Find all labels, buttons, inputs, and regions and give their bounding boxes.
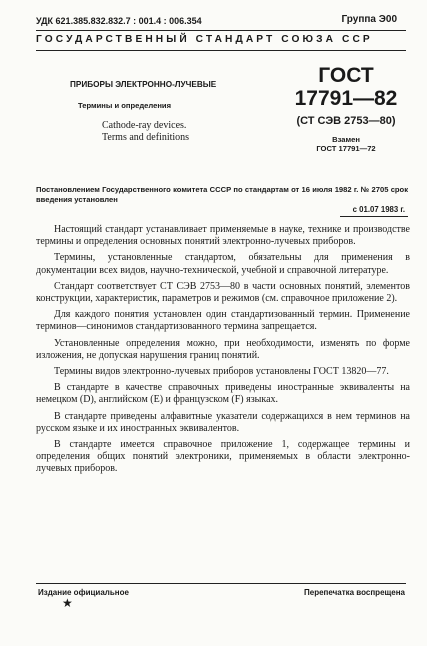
official-edition-label: Издание официальное — [38, 588, 129, 597]
paragraph: В стандарте в качестве справочных приведены иностранные эквиваленты на немецком (D), английском (E) и французском (F) языках. — [36, 382, 410, 406]
paragraph: Для каждого понятия установлен один стандартизованный термин. Применение терминов—синонимов стандартизованного термина запрещается. — [36, 309, 410, 333]
paragraph: Настоящий стандарт устанавливает применяемые в науке, технике и производстве термины и определения основных понятий электронно-лучевых приборов. — [36, 224, 410, 248]
paragraph: Термины, установленные стандартом, обязательны для применения в документации всех видов, научно-технической, учебной и справочной литературе. — [36, 252, 410, 276]
body-text — [36, 224, 410, 480]
gost-word: ГОСТ — [318, 64, 374, 87]
paragraph: В стандарте имеется справочное приложение 1, содержащее термины и определения общих понятий электроники, применяемых в области электронно-лучевых приборов. — [36, 439, 410, 475]
paragraph: Установленные определения можно, при необходимости, изменять по форме изложения, не допуская нарушения границ понятий. — [36, 337, 410, 361]
title-block — [70, 80, 250, 144]
paragraph: Стандарт соответствует СТ СЭВ 2753—80 в части основных понятий, элементов конструкции, характеристик, параметров и режимов (см. справочное приложение 2). — [36, 280, 410, 305]
footer-rule — [36, 583, 406, 584]
paragraph: Термины видов электронно-лучевых приборов установлены ГОСТ 13820—77. — [54, 366, 389, 378]
title-english-line1: Cathode-ray devices. — [102, 120, 187, 131]
gost-number: 17791—82 — [294, 87, 398, 110]
decree-text: Постановлением Государственного комитета СССР по стандартам от 16 июля 1982 г. № 2705 срок введения установлен — [36, 185, 408, 204]
effective-date-underline — [340, 216, 408, 217]
star-icon: ★ — [62, 596, 73, 610]
udk-code: УДК 621.385.832.832.7 : 001.4 : 006.354 — [36, 16, 202, 26]
paragraph: В стандарте приведены алфавитные указатели содержащихся в нем терминов на русском языке и их иностранных эквивалентов. — [36, 410, 410, 434]
replaces-label: Взамен — [332, 135, 360, 144]
effective-date: с 01.07 1983 г. — [352, 205, 405, 214]
banner-rule — [36, 50, 406, 51]
title-subtitle: Термины и определения — [78, 101, 172, 110]
gost-designation — [283, 64, 409, 153]
replaces-reference: ГОСТ 17791—72 — [316, 144, 376, 153]
title-english-line2: Terms and definitions — [102, 132, 190, 143]
state-standard-banner: ГОСУДАРСТВЕННЫЙ СТАНДАРТ СОЮЗА ССР — [36, 34, 373, 45]
reprint-prohibited-label: Перепечатка воспрещена — [304, 588, 405, 597]
title-russian: ПРИБОРЫ ЭЛЕКТРОННО-ЛУЧЕВЫЕ — [70, 80, 217, 89]
group-label: Группа Э00 — [341, 14, 397, 25]
top-rule — [36, 30, 406, 31]
st-sev-reference: (СТ СЭВ 2753—80) — [296, 115, 396, 127]
